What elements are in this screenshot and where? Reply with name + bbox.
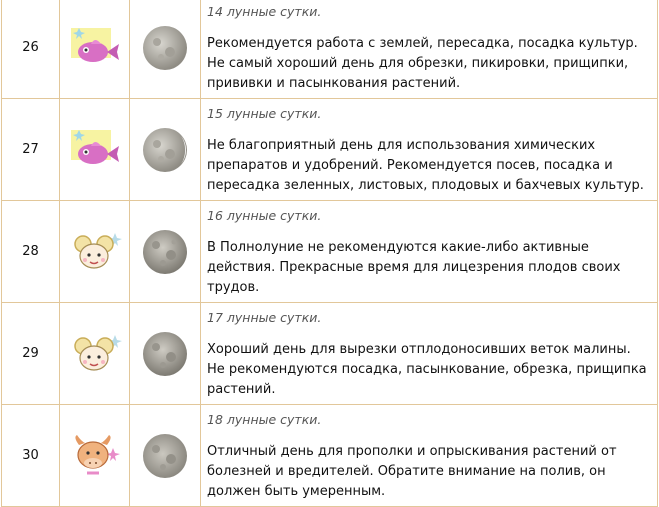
day-description <box>201 201 658 303</box>
table-row <box>2 0 658 99</box>
recommendation-text: Отличный день для прополки и опрыскивания растений от болезней и вредителей. Обратите внимание на полив, он должен быть умеренным. <box>207 444 617 499</box>
table-row <box>2 201 658 303</box>
moon-phase-icon <box>130 405 201 507</box>
moon-phase-icon <box>130 99 201 201</box>
pisces-fish-icon <box>60 99 130 201</box>
aries-ram-icon <box>60 303 130 405</box>
table-row <box>2 303 658 405</box>
day-number: 26 <box>2 0 60 99</box>
lunar-day-label: 15 лунные сутки. <box>207 106 322 121</box>
lunar-day-label: 18 лунные сутки. <box>207 412 322 427</box>
day-description <box>201 99 658 201</box>
moon-phase-icon <box>130 201 201 303</box>
aries-ram-icon <box>60 201 130 303</box>
recommendation-text: В Полнолуние не рекомендуются какие-либо активные действия. Прекрасные время для лицезрения плодов своих трудов. <box>207 240 621 295</box>
day-description <box>201 0 658 99</box>
day-number: 28 <box>2 201 60 303</box>
day-description <box>201 303 658 405</box>
recommendation-text: Не благоприятный день для использования химических препаратов и удобрений. Рекомендуется посев, посадка и пересадка зеленных, листовых, плодовых и бахчевых культур. <box>207 138 644 193</box>
moon-phase-icon <box>130 303 201 405</box>
moon-phase-icon <box>130 0 201 99</box>
day-number: 27 <box>2 99 60 201</box>
taurus-bull-icon <box>60 405 130 507</box>
lunar-day-label: 16 лунные сутки. <box>207 208 322 223</box>
pisces-fish-icon <box>60 0 130 99</box>
day-description <box>201 405 658 507</box>
lunar-day-label: 14 лунные сутки. <box>207 4 322 19</box>
recommendation-text: Рекомендуется работа с землей, пересадка, посадка культур. Не самый хороший день для обрезки, пикировки, прищипки, прививки и пасынкования растений. <box>207 36 638 91</box>
table-row <box>2 99 658 201</box>
lunar-calendar-table <box>1 0 658 507</box>
lunar-day-label: 17 лунные сутки. <box>207 310 322 325</box>
recommendation-text: Хороший день для вырезки отплодоносивших веток малины. Не рекомендуются посадка, пасынкование, обрезка, прищипка растений. <box>207 342 647 397</box>
day-number: 29 <box>2 303 60 405</box>
day-number: 30 <box>2 405 60 507</box>
table-row <box>2 405 658 507</box>
